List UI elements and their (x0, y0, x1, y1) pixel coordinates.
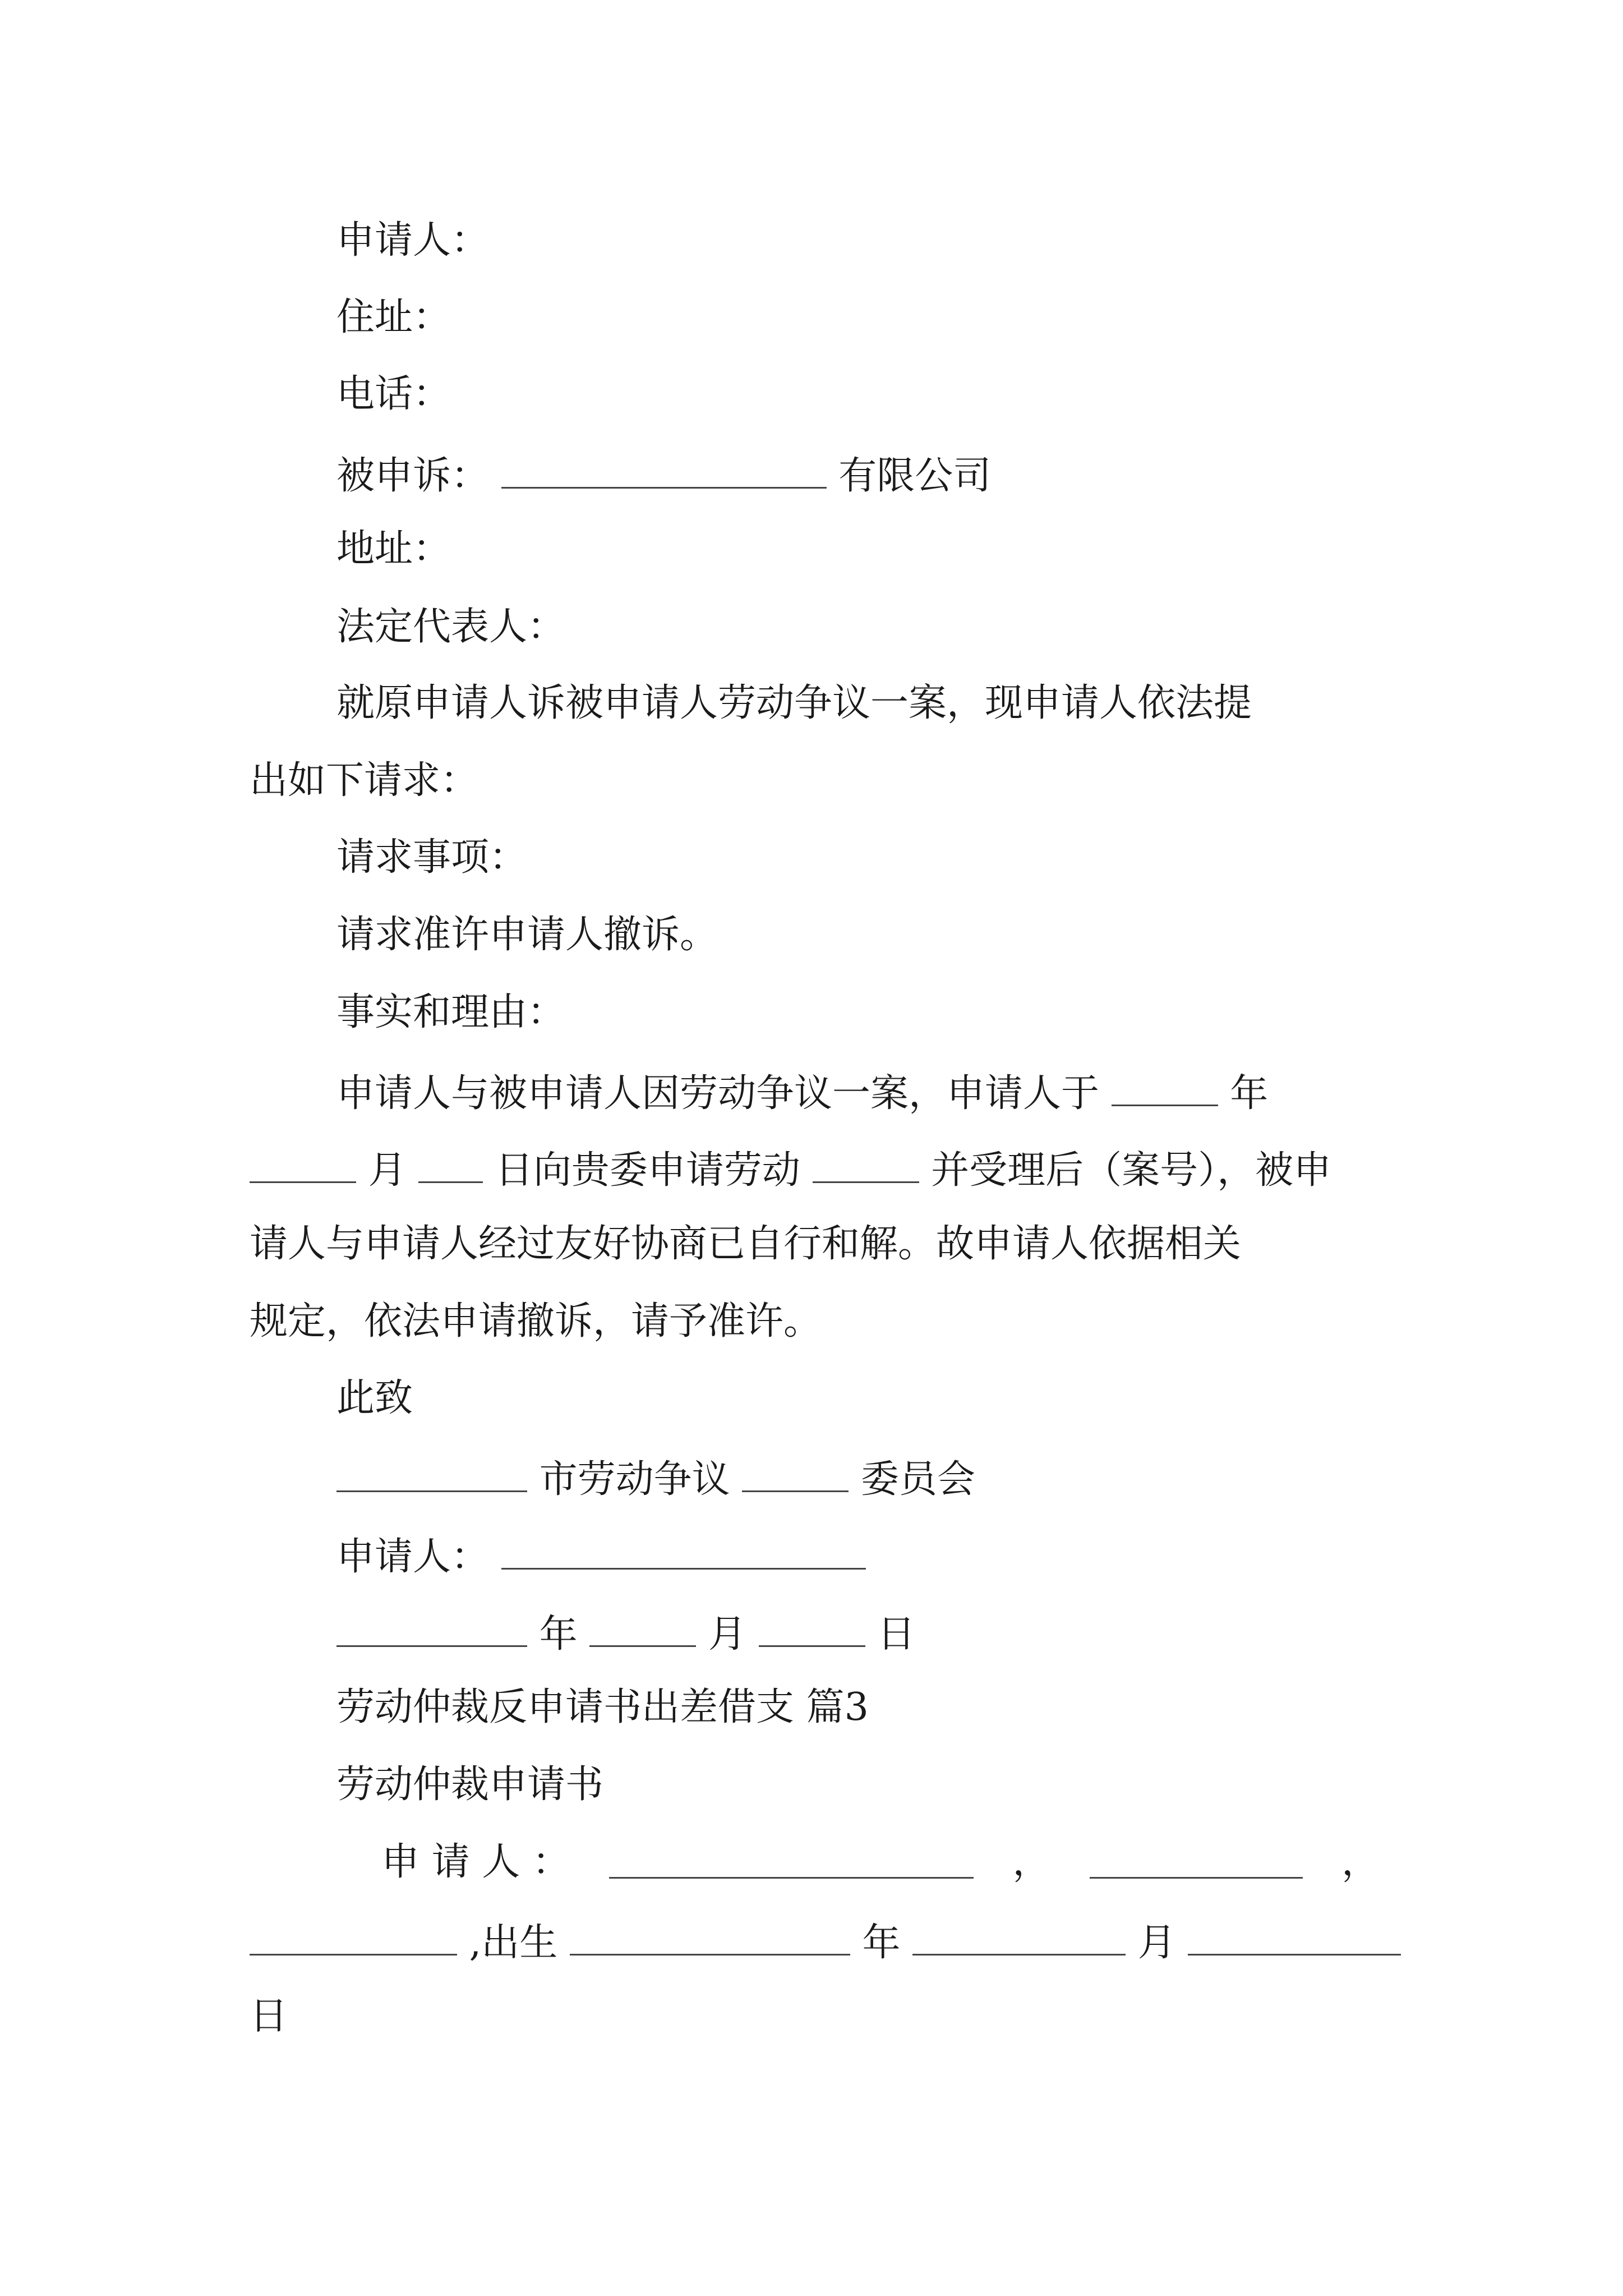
form-born-month-blank (912, 1920, 1126, 1955)
facts-line-2 (250, 1148, 1332, 1193)
request-text: 请求准许申请人撤诉。 (336, 913, 718, 957)
date-month-label: 月 (708, 1612, 746, 1657)
date-year-blank (336, 1612, 527, 1647)
form-born-day-blank (1188, 1920, 1401, 1955)
location-line (336, 527, 451, 571)
section-3-title: 劳动仲裁反申请书出差借支 篇3 (336, 1685, 869, 1729)
form-applicant-label: 申 请 人 ： (381, 1840, 570, 1884)
request-heading-line (336, 835, 528, 880)
section-3-title-line (336, 1685, 869, 1729)
form-applicant-line (381, 1840, 1380, 1884)
intro-line-1 (336, 681, 1252, 725)
facts-year-label: 年 (1230, 1071, 1269, 1116)
salutation: 此致 (336, 1376, 413, 1420)
form-comma-1: ， (1012, 1840, 1051, 1884)
date-month-blank (589, 1612, 696, 1647)
committee-line (336, 1457, 975, 1502)
legal-rep-label: 法定代表人： (336, 605, 566, 649)
facts-tail-text: 并受理后（案号），被申 (931, 1148, 1332, 1193)
committee-city: 市劳动争议 (539, 1457, 730, 1502)
form-born-month: 月 (1137, 1921, 1176, 1965)
respondent-suffix: 有限公司 (838, 454, 992, 498)
form-comma-2: ， (1341, 1840, 1380, 1884)
form-ethnicity-blank (250, 1920, 457, 1955)
committee-suffix: 委员会 (860, 1457, 975, 1502)
intro-text-2: 出如下请求： (250, 758, 479, 803)
form-born-day: 日 (250, 1994, 288, 2039)
date-year-label: 年 (539, 1612, 578, 1657)
signature-blank (501, 1534, 866, 1570)
form-title-line (336, 1763, 604, 1807)
form-applicant-name-blank (609, 1843, 974, 1879)
form-born-label: ,出生 (469, 1921, 558, 1965)
respondent-label: 被申诉： (336, 454, 490, 498)
request-heading: 请求事项： (336, 835, 528, 880)
form-born-year-blank (570, 1920, 850, 1955)
facts-text-1: 申请人与被申请人因劳动争议一案，申请人于 (336, 1071, 1100, 1116)
facts-line-4 (250, 1299, 822, 1343)
date-day-blank (759, 1612, 865, 1647)
facts-year-blank (1112, 1071, 1218, 1106)
phone-line (336, 372, 451, 416)
location-label: 地址： (336, 527, 451, 571)
respondent-line (336, 453, 992, 498)
form-birth-line (250, 1920, 1401, 1965)
form-gender-blank (1090, 1843, 1303, 1879)
facts-text-3: 请人与申请人经过友好协商已自行和解。故申请人依据相关 (250, 1222, 1242, 1266)
facts-month-label: 月 (368, 1148, 407, 1193)
address-label: 住址： (336, 295, 451, 339)
address-line (336, 295, 451, 339)
facts-line-1 (336, 1071, 1269, 1116)
phone-label: 电话： (336, 372, 451, 416)
city-blank (336, 1457, 527, 1492)
facts-day-text: 日向贵委申请劳动 (495, 1148, 800, 1193)
respondent-blank (501, 453, 827, 489)
signature-line (336, 1534, 866, 1579)
facts-line-3 (250, 1222, 1242, 1266)
form-title: 劳动仲裁申请书 (336, 1763, 604, 1807)
salutation-line (336, 1376, 413, 1420)
facts-type-blank (813, 1148, 919, 1183)
legal-rep-line (336, 605, 566, 649)
facts-month-blank (250, 1148, 356, 1183)
date-line (336, 1612, 916, 1657)
request-text-line (336, 913, 718, 957)
date-day-label: 日 (877, 1612, 916, 1657)
form-born-year: 年 (862, 1921, 901, 1965)
facts-heading: 事实和理由： (336, 990, 566, 1034)
signature-label: 申请人： (336, 1535, 490, 1579)
intro-text-1: 就原申请人诉被申请人劳动争议一案，现申请人依法提 (336, 681, 1252, 725)
facts-day-blank (418, 1148, 483, 1183)
applicant-line (336, 218, 490, 263)
applicant-label: 申请人： (336, 218, 490, 263)
committee-blank (742, 1457, 849, 1492)
intro-line-2 (250, 758, 479, 803)
facts-heading-line (336, 990, 566, 1034)
facts-text-4: 规定，依法申请撤诉，请予准许。 (250, 1299, 822, 1343)
form-birth-day-line (250, 1994, 288, 2039)
